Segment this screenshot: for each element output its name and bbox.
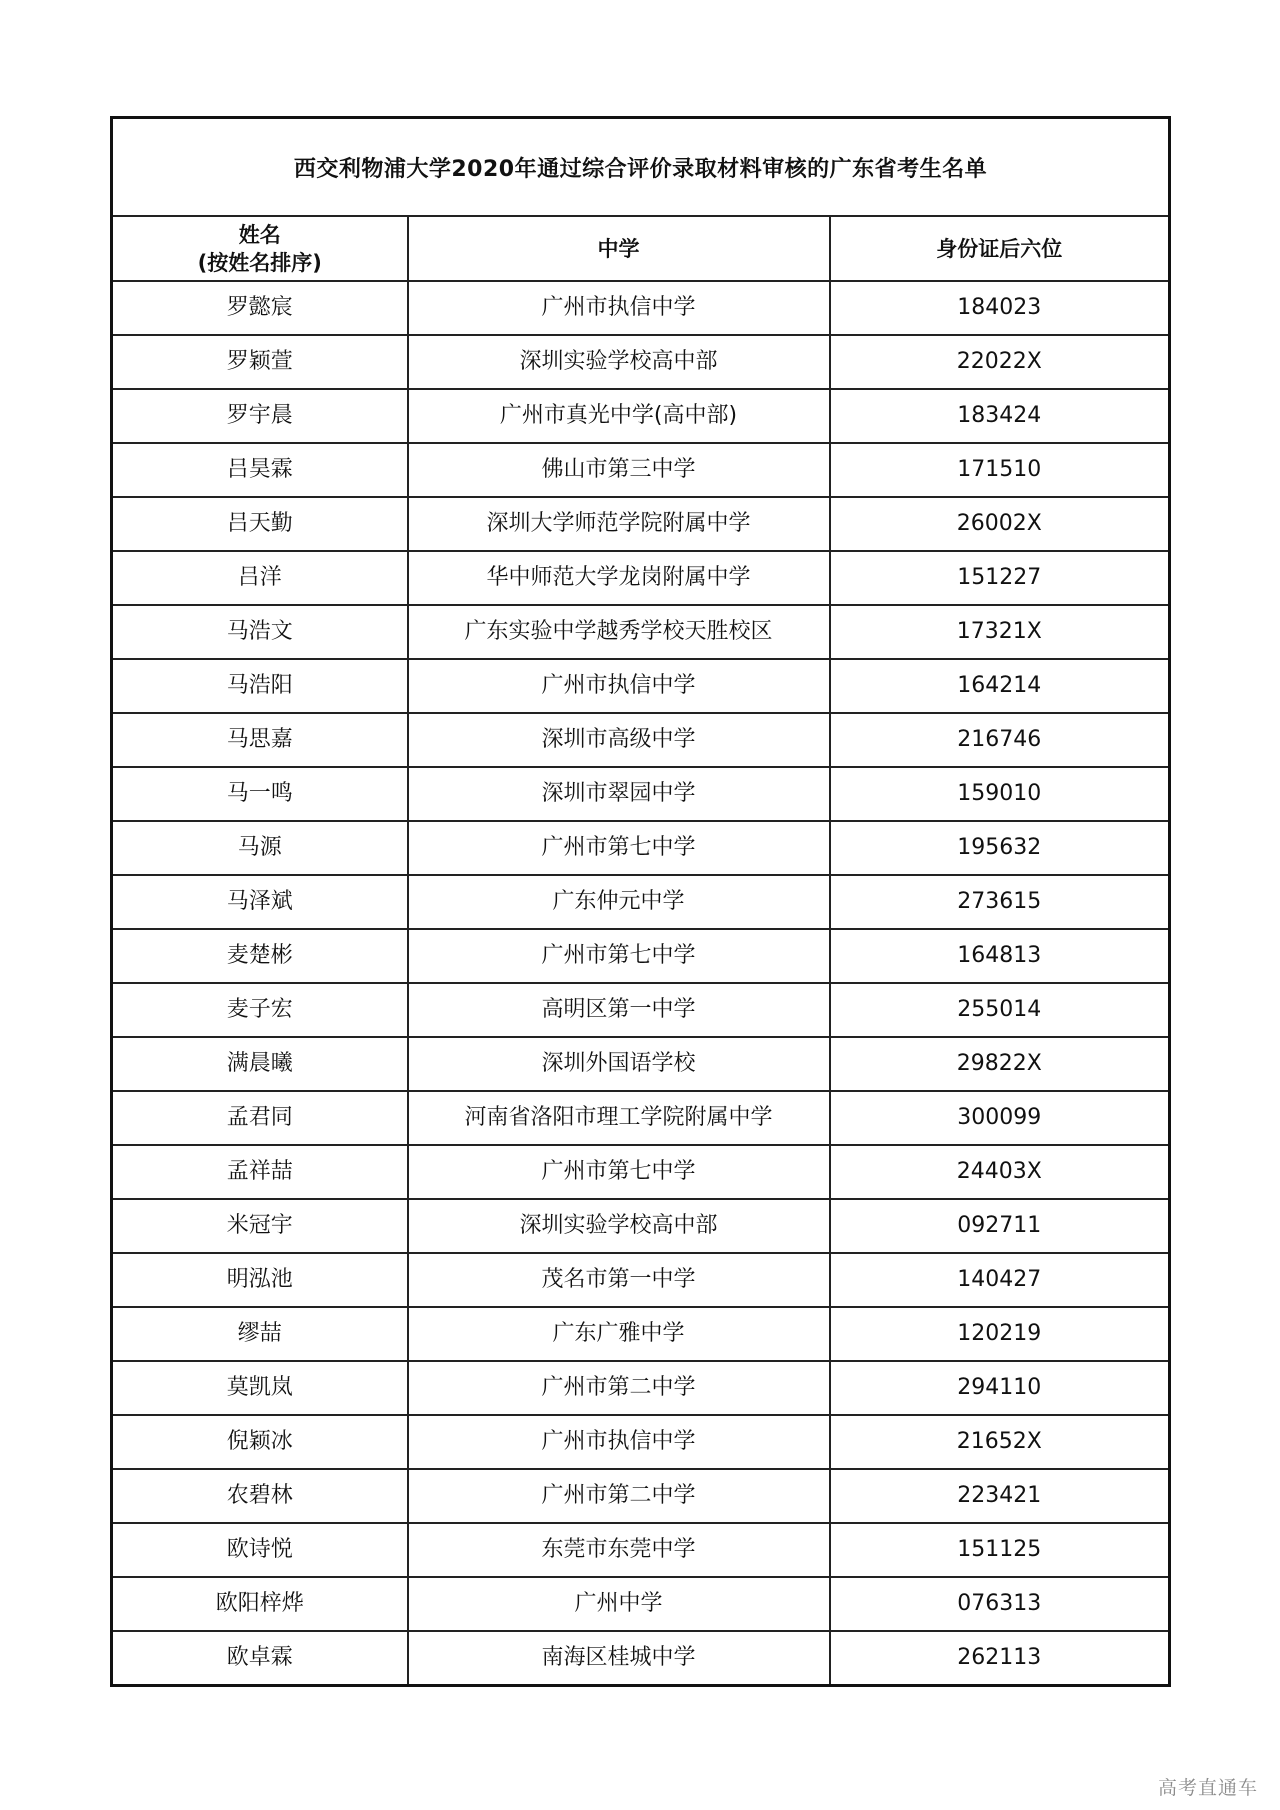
document-title: 西交利物浦大学2020年通过综合评价录取材料审核的广东省考生名单 (112, 118, 1170, 217)
student-name-cell: 米冠宇 (112, 1199, 408, 1253)
id-suffix-cell: 092711 (830, 1199, 1170, 1253)
id-suffix-cell: 151125 (830, 1523, 1170, 1577)
school-cell: 深圳实验学校高中部 (408, 335, 830, 389)
student-name-cell: 麦子宏 (112, 983, 408, 1037)
student-name-cell: 马一鸣 (112, 767, 408, 821)
student-name-cell: 欧阳梓烨 (112, 1577, 408, 1631)
school-column-header: 中学 (408, 216, 830, 281)
table-row (112, 1037, 1170, 1091)
student-name-cell: 缪喆 (112, 1307, 408, 1361)
table-row (112, 605, 1170, 659)
school-cell: 深圳大学师范学院附属中学 (408, 497, 830, 551)
table-row (112, 821, 1170, 875)
id-suffix-cell: 17321X (830, 605, 1170, 659)
student-name-cell: 倪颖冰 (112, 1415, 408, 1469)
table-row (112, 443, 1170, 497)
table-row (112, 659, 1170, 713)
table-row (112, 389, 1170, 443)
table-row (112, 335, 1170, 389)
student-name-cell: 农碧林 (112, 1469, 408, 1523)
table-row (112, 983, 1170, 1037)
student-name-cell: 麦楚彬 (112, 929, 408, 983)
id-suffix-cell: 164813 (830, 929, 1170, 983)
school-cell: 广东广雅中学 (408, 1307, 830, 1361)
student-name-cell: 罗宇晨 (112, 389, 408, 443)
id-suffix-cell: 273615 (830, 875, 1170, 929)
id-suffix-cell: 183424 (830, 389, 1170, 443)
id-suffix-cell: 171510 (830, 443, 1170, 497)
student-name-cell: 吕昊霖 (112, 443, 408, 497)
school-cell: 广州市第二中学 (408, 1469, 830, 1523)
school-cell: 广州市第七中学 (408, 929, 830, 983)
school-cell: 高明区第一中学 (408, 983, 830, 1037)
student-name-cell: 吕洋 (112, 551, 408, 605)
id-suffix-cell: 120219 (830, 1307, 1170, 1361)
name-header-label: 姓名 (238, 222, 281, 247)
id-suffix-cell: 076313 (830, 1577, 1170, 1631)
student-name-cell: 马浩文 (112, 605, 408, 659)
student-name-cell: 欧诗悦 (112, 1523, 408, 1577)
school-cell: 深圳外国语学校 (408, 1037, 830, 1091)
student-name-cell: 孟君同 (112, 1091, 408, 1145)
student-name-cell: 莫凯岚 (112, 1361, 408, 1415)
table-row (112, 1145, 1170, 1199)
table-row (112, 1307, 1170, 1361)
school-cell: 华中师范大学龙岗附属中学 (408, 551, 830, 605)
student-name-cell: 吕天勤 (112, 497, 408, 551)
id-suffix-cell: 164214 (830, 659, 1170, 713)
id-suffix-cell: 159010 (830, 767, 1170, 821)
table-row (112, 551, 1170, 605)
table-row (112, 875, 1170, 929)
table-row (112, 1091, 1170, 1145)
student-name-cell: 欧卓霖 (112, 1631, 408, 1686)
id-suffix-cell: 22022X (830, 335, 1170, 389)
title-row (112, 118, 1170, 217)
student-name-cell: 马源 (112, 821, 408, 875)
id-suffix-cell: 151227 (830, 551, 1170, 605)
student-name-cell: 孟祥喆 (112, 1145, 408, 1199)
table-row (112, 1631, 1170, 1686)
id-suffix-cell: 294110 (830, 1361, 1170, 1415)
student-name-cell: 满晨曦 (112, 1037, 408, 1091)
table-row (112, 1253, 1170, 1307)
school-cell: 广州市真光中学(高中部) (408, 389, 830, 443)
table-row (112, 1577, 1170, 1631)
student-name-cell: 罗懿宸 (112, 281, 408, 335)
school-cell: 深圳市翠园中学 (408, 767, 830, 821)
id-suffix-cell: 26002X (830, 497, 1170, 551)
id-suffix-cell: 255014 (830, 983, 1170, 1037)
school-cell: 广东仲元中学 (408, 875, 830, 929)
watermark-text: 高考直通车 (1157, 1777, 1258, 1799)
school-cell: 南海区桂城中学 (408, 1631, 830, 1686)
id-suffix-cell: 262113 (830, 1631, 1170, 1686)
school-cell: 深圳市高级中学 (408, 713, 830, 767)
table-row (112, 1199, 1170, 1253)
school-cell: 广州市第七中学 (408, 1145, 830, 1199)
school-cell: 广州市第七中学 (408, 821, 830, 875)
table-row (112, 767, 1170, 821)
id-suffix-cell: 21652X (830, 1415, 1170, 1469)
school-cell: 广州市执信中学 (408, 1415, 830, 1469)
school-cell: 河南省洛阳市理工学院附属中学 (408, 1091, 830, 1145)
id-suffix-cell: 29822X (830, 1037, 1170, 1091)
student-name-cell: 马泽斌 (112, 875, 408, 929)
student-name-cell: 明泓池 (112, 1253, 408, 1307)
id-suffix-cell: 24403X (830, 1145, 1170, 1199)
id-suffix-cell: 195632 (830, 821, 1170, 875)
id-suffix-cell: 300099 (830, 1091, 1170, 1145)
school-cell: 广州市执信中学 (408, 281, 830, 335)
school-cell: 茂名市第一中学 (408, 1253, 830, 1307)
table-row (112, 1523, 1170, 1577)
name-header-sort-note: (按姓名排序) (197, 250, 322, 275)
id-suffix-cell: 140427 (830, 1253, 1170, 1307)
id-suffix-cell: 216746 (830, 713, 1170, 767)
school-cell: 佛山市第三中学 (408, 443, 830, 497)
school-cell: 广州市执信中学 (408, 659, 830, 713)
school-cell: 深圳实验学校高中部 (408, 1199, 830, 1253)
table-row (112, 281, 1170, 335)
school-cell: 东莞市东莞中学 (408, 1523, 830, 1577)
table-row (112, 1469, 1170, 1523)
school-cell: 广州中学 (408, 1577, 830, 1631)
school-cell: 广东实验中学越秀学校天胜校区 (408, 605, 830, 659)
table-row (112, 929, 1170, 983)
id-suffix-cell: 223421 (830, 1469, 1170, 1523)
name-column-header (112, 216, 408, 281)
table-row (112, 713, 1170, 767)
table-row (112, 497, 1170, 551)
student-name-cell: 马浩阳 (112, 659, 408, 713)
school-cell: 广州市第二中学 (408, 1361, 830, 1415)
id-suffix-cell: 184023 (830, 281, 1170, 335)
table-row (112, 1415, 1170, 1469)
student-name-cell: 马思嘉 (112, 713, 408, 767)
admission-list-table (110, 116, 1171, 1687)
student-name-cell: 罗颖萱 (112, 335, 408, 389)
id-column-header: 身份证后六位 (830, 216, 1170, 281)
table-row (112, 1361, 1170, 1415)
header-row (112, 216, 1170, 281)
